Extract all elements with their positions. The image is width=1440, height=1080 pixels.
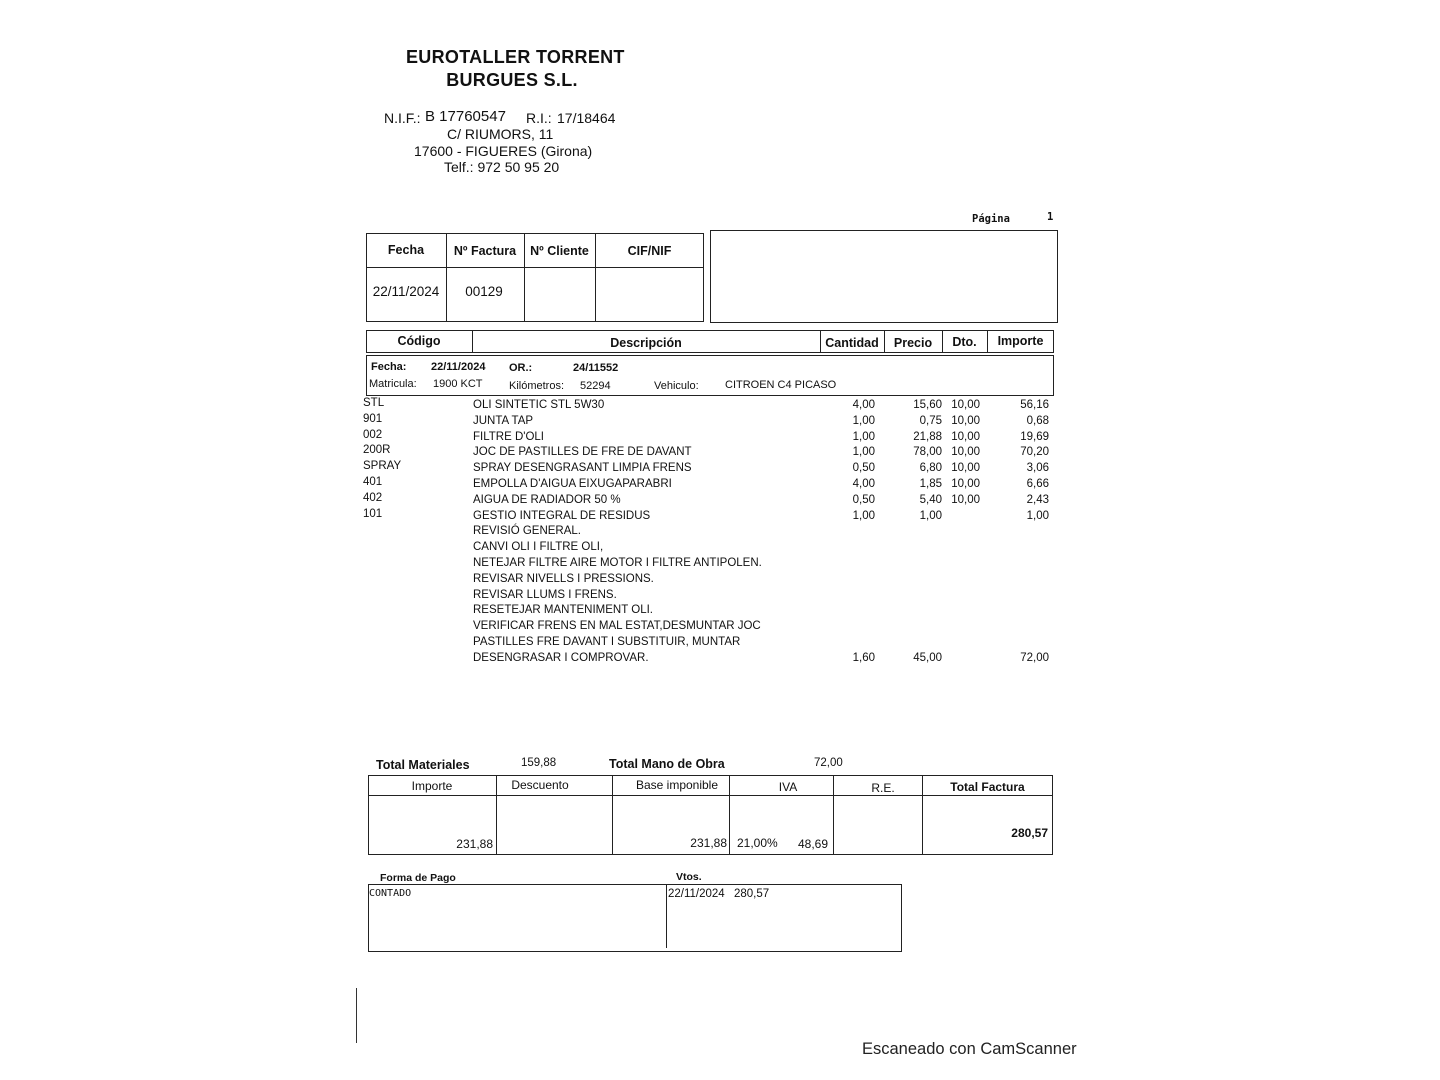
line-dto: 10,00: [951, 399, 980, 411]
company-name-line2: BURGUES S.L.: [446, 70, 578, 90]
total-mano-obra-label: Total Mano de Obra: [609, 757, 725, 771]
line-dto: 10,00: [951, 446, 980, 458]
re-header: R.E.: [871, 781, 895, 795]
line-desc: VERIFICAR FRENS EN MAL ESTAT,DESMUNTAR JOC: [473, 620, 761, 632]
invoice-number: 00129: [465, 284, 503, 299]
col-cantidad: Cantidad: [825, 336, 879, 350]
company-name-line1: EUROTALLER TORRENT: [406, 47, 625, 67]
line-amount: 56,16: [1020, 399, 1049, 411]
vtos-label: Vtos.: [676, 871, 702, 883]
base-header: Base imponible: [635, 778, 719, 792]
line-qty: 0,50: [852, 494, 875, 506]
client-address-box: [710, 230, 1058, 323]
line-qty: 4,00: [852, 478, 875, 490]
fecha-header: Fecha: [387, 243, 425, 257]
col-dto: Dto.: [952, 335, 977, 349]
vehiculo-value: CITROEN C4 PICASO: [725, 379, 837, 391]
line-qty: 1,00: [852, 431, 875, 443]
line-price: 21,88: [913, 431, 942, 443]
line-desc: CANVI OLI I FILTRE OLI,: [473, 541, 604, 553]
matricula-value: 1900 KCT: [433, 378, 483, 390]
total-factura-header: Total Factura: [950, 780, 1025, 794]
line-dto: 10,00: [951, 431, 980, 443]
line-code: 901: [363, 413, 383, 425]
line-dto: 10,00: [951, 494, 980, 506]
camscanner-watermark: Escaneado con CamScanner: [862, 1040, 1077, 1058]
company-street: C/ RIUMORS, 11: [447, 126, 554, 142]
order-fecha: 22/11/2024: [431, 361, 486, 373]
line-price: 6,80: [919, 462, 942, 474]
ri-value: 17/18464: [557, 110, 616, 126]
km-label: Kilómetros:: [509, 380, 565, 392]
line-desc: JOC DE PASTILLES DE FRE DE DAVANT: [473, 446, 692, 458]
page-label: Página: [972, 213, 1010, 225]
order-or: 24/11552: [573, 362, 619, 374]
line-price: 15,60: [913, 399, 942, 411]
importe-value: 231,88: [456, 837, 493, 851]
line-desc: AIGUA DE RADIADOR 50 %: [473, 494, 621, 506]
col-descripcion: Descripción: [610, 336, 682, 350]
line-desc: FILTRE D'OLI: [473, 431, 544, 443]
line-qty: 1,00: [852, 415, 875, 427]
descuento-header: Descuento: [511, 778, 569, 792]
line-code: 200R: [363, 444, 391, 456]
line-code: 402: [363, 492, 383, 504]
matricula-label: Matricula:: [369, 378, 417, 390]
line-desc: PASTILLES FRE DAVANT I SUBSTITUIR, MUNTAR: [473, 636, 741, 648]
line-price: 78,00: [913, 446, 942, 458]
line-code: STL: [363, 397, 385, 409]
scan-edge-line: [356, 988, 357, 1043]
line-code: 002: [363, 429, 383, 441]
line-price: 0,75: [919, 415, 942, 427]
line-amount: 72,00: [1020, 652, 1049, 664]
km-value: 52294: [580, 380, 611, 392]
base-value: 231,88: [690, 836, 727, 850]
line-dto: 10,00: [951, 478, 980, 490]
line-code: 101: [363, 508, 383, 520]
forma-pago-value: CONTADO: [369, 888, 412, 899]
line-desc: OLI SINTETIC STL 5W30: [473, 399, 605, 411]
importe-header: Importe: [411, 779, 453, 793]
nif-label: N.I.F.:: [384, 110, 421, 126]
line-dto: 10,00: [951, 415, 980, 427]
line-code: SPRAY: [363, 460, 402, 472]
cliente-header: Nº Cliente: [530, 244, 589, 258]
company-phone: Telf.: 972 50 95 20: [444, 159, 560, 175]
line-amount: 6,66: [1026, 478, 1049, 490]
iva-pct: 21,00%: [737, 836, 778, 850]
col-importe: Importe: [997, 334, 1044, 348]
invoice-date: 22/11/2024: [372, 284, 440, 299]
line-desc: SPRAY DESENGRASANT LIMPIA FRENS: [473, 462, 692, 474]
line-amount: 19,69: [1020, 431, 1049, 443]
order-fecha-label: Fecha:: [371, 361, 407, 373]
line-desc: GESTIO INTEGRAL DE RESIDUS: [473, 510, 651, 522]
line-desc: REVISIÓ GENERAL.: [473, 525, 582, 537]
nif-value: B 17760547: [425, 108, 506, 125]
cif-header: CIF/NIF: [627, 244, 672, 258]
line-amount: 2,43: [1026, 494, 1049, 506]
line-price: 5,40: [919, 494, 942, 506]
line-desc: DESENGRASAR I COMPROVAR.: [473, 652, 649, 664]
total-factura-value: 280,57: [1011, 826, 1048, 840]
company-city: 17600 - FIGUERES (Girona): [414, 143, 593, 159]
ri-label: R.I.:: [526, 110, 552, 126]
line-amount: 1,00: [1026, 510, 1049, 522]
line-price: 1,85: [919, 478, 942, 490]
vto-amount: 280,57: [734, 888, 770, 900]
line-amount: 0,68: [1026, 415, 1049, 427]
iva-header: IVA: [778, 780, 798, 794]
factura-header: Nº Factura: [453, 244, 517, 258]
line-desc: NETEJAR FILTRE AIRE MOTOR I FILTRE ANTIPOLEN.: [473, 557, 762, 569]
page-number: 1: [1047, 211, 1054, 223]
vto-date: 22/11/2024: [668, 888, 725, 900]
order-or-label: OR.:: [509, 362, 533, 374]
line-desc: REVISAR LLUMS I FRENS.: [473, 589, 617, 601]
line-qty: 1,00: [852, 510, 875, 522]
total-materiales-label: Total Materiales: [376, 758, 470, 772]
line-desc: RESETEJAR MANTENIMENT OLI.: [473, 604, 653, 616]
line-amount: 3,06: [1026, 462, 1049, 474]
line-dto: 10,00: [951, 462, 980, 474]
line-qty: 1,00: [852, 446, 875, 458]
total-materiales: 159,88: [521, 757, 557, 769]
line-price: 1,00: [919, 510, 942, 522]
line-desc: REVISAR NIVELLS I PRESSIONS.: [473, 573, 654, 585]
total-mano-obra: 72,00: [814, 757, 843, 769]
line-qty: 1,60: [852, 652, 875, 664]
line-qty: 0,50: [852, 462, 875, 474]
line-price: 45,00: [913, 652, 942, 664]
line-desc: EMPOLLA D'AIGUA EIXUGAPARABRI: [473, 478, 672, 490]
forma-pago-label: Forma de Pago: [380, 872, 456, 884]
vehiculo-label: Vehiculo:: [654, 380, 699, 392]
line-amount: 70,20: [1020, 446, 1049, 458]
col-precio: Precio: [893, 336, 933, 350]
payment-box: [368, 884, 902, 952]
col-codigo: Código: [397, 334, 441, 348]
line-desc: JUNTA TAP: [473, 415, 534, 427]
line-code: 401: [363, 476, 383, 488]
line-qty: 4,00: [852, 399, 875, 411]
iva-amount: 48,69: [797, 837, 828, 851]
